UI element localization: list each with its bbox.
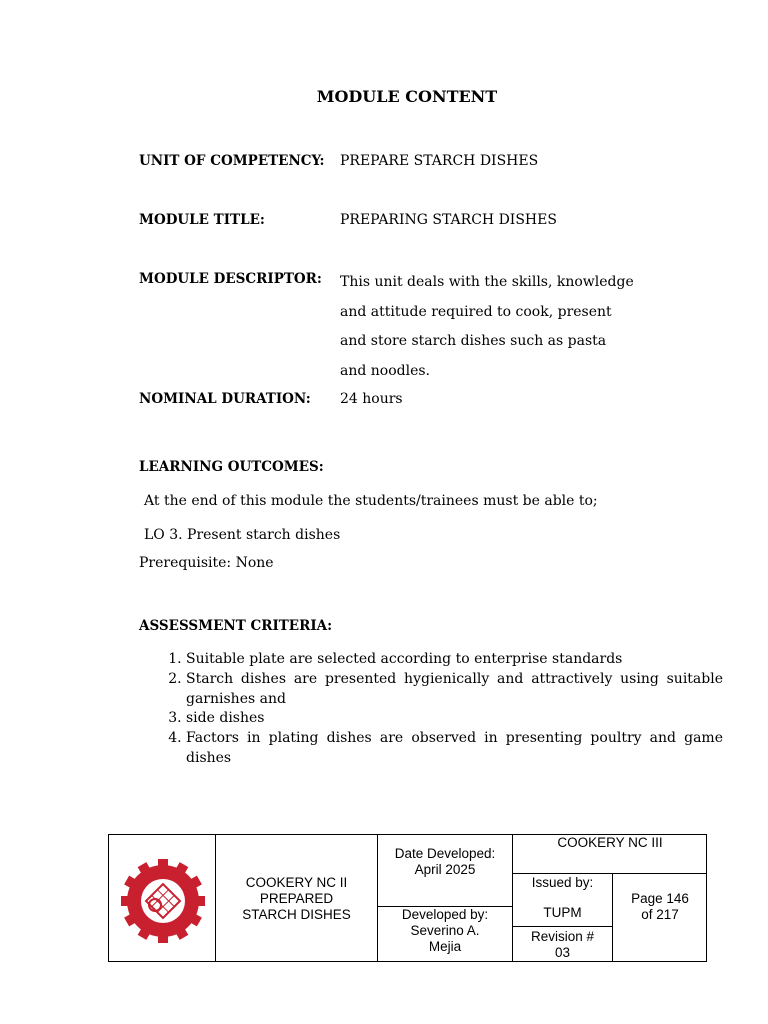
gear-seal-icon <box>121 859 205 943</box>
date-developed-value: April 2025 <box>414 862 476 877</box>
descriptor-line: and attitude required to cook, present <box>340 303 612 320</box>
page-total-line: of 217 <box>641 907 679 922</box>
learning-outcomes-intro: At the end of this module the students/trainees must be able to; <box>144 493 598 509</box>
learning-outcome-item: LO 3. Present starch dishes <box>144 527 341 543</box>
nominal-duration-value: 24 hours <box>340 391 403 407</box>
revision-value: 03 <box>554 945 571 960</box>
course-line: STARCH DISHES <box>242 907 351 922</box>
prerequisite-text: Prerequisite: None <box>139 555 274 571</box>
date-developed-cell <box>378 846 512 878</box>
module-title-value: PREPARING STARCH DISHES <box>340 212 557 228</box>
criteria-item: 1. Suitable plate are selected according to enterprise standards <box>186 650 723 670</box>
unit-of-competency-label: UNIT OF COMPETENCY: <box>139 153 325 169</box>
descriptor-line: This unit deals with the skills, knowledge <box>340 274 634 290</box>
issued-by-value: TUPM <box>543 905 582 920</box>
university-seal-logo <box>121 859 205 943</box>
developer-line: Mejia <box>428 939 462 954</box>
course-line: PREPARED <box>259 891 334 906</box>
descriptor-line: and noodles. <box>340 362 431 379</box>
assessment-criteria-list <box>139 650 723 769</box>
unit-of-competency-value: PREPARE STARCH DISHES <box>340 153 539 169</box>
qualification-cell: COOKERY NC III <box>557 835 663 850</box>
revision-cell <box>513 929 612 961</box>
course-line: COOKERY NC II <box>245 875 348 890</box>
page-number-line: Page 146 <box>631 891 689 906</box>
page-number-cell <box>613 891 707 923</box>
developed-by-cell <box>378 907 512 955</box>
criteria-item: 4. Factors in plating dishes are observed in presenting poultry and game dishes <box>186 729 723 769</box>
module-descriptor-text <box>340 268 670 386</box>
criteria-item: 3. side dishes <box>186 709 723 729</box>
nominal-duration-label: NOMINAL DURATION: <box>139 391 311 407</box>
page-title: MODULE CONTENT <box>316 87 498 106</box>
learning-outcomes-heading: LEARNING OUTCOMES: <box>139 459 324 475</box>
date-developed-label: Date Developed: <box>394 846 496 861</box>
descriptor-line: and store starch dishes such as pasta <box>340 333 607 349</box>
criteria-item: 2. Starch dishes are presented hygienically and attractively using suitable garnishes and <box>186 670 723 710</box>
developed-by-label: Developed by: <box>401 907 489 922</box>
course-title-cell <box>216 875 377 923</box>
document-footer-table <box>108 834 707 962</box>
assessment-criteria-heading: ASSESSMENT CRITERIA: <box>139 618 333 634</box>
revision-label: Revision # <box>530 929 595 944</box>
issued-by-label: Issued by: <box>531 875 594 890</box>
developer-line: Severino A. <box>410 923 480 938</box>
module-title-label: MODULE TITLE: <box>139 212 265 228</box>
module-descriptor-label: MODULE DESCRIPTOR: <box>139 271 322 287</box>
